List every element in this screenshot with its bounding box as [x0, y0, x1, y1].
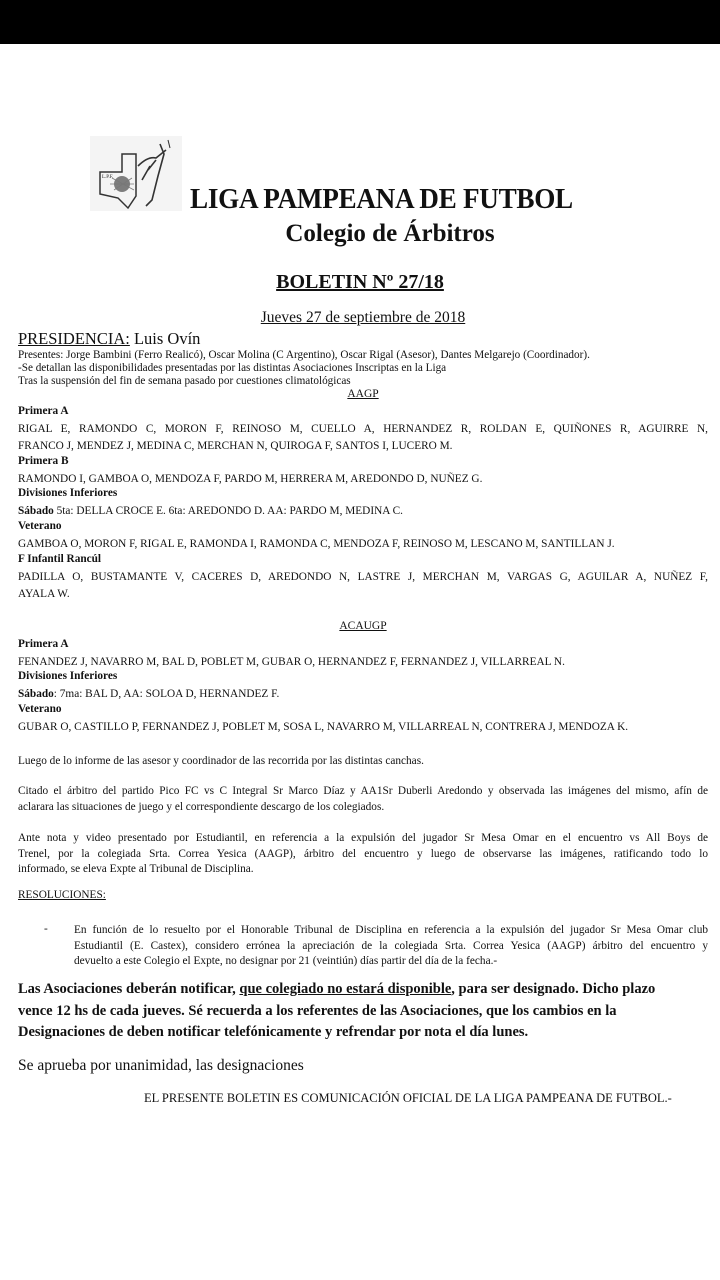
referee-list-line: FRANCO J, MENDEZ J, MEDINA C, MERCHAN N, QUIROGA F, SANTOS I, LUCERO M.: [18, 440, 453, 452]
day-label: Sábado: [18, 505, 54, 517]
college-subtitle: Colegio de Árbitros: [285, 220, 495, 247]
list-bullet: -: [44, 923, 48, 935]
category-label: Primera A: [18, 405, 69, 417]
paragraph-line: Citado el árbitro del partido Pico FC vs C Integral Sr Marco Díaz y AA1Sr Duberli Aredondo y observada las imágenes del mismo, afín de: [18, 785, 708, 797]
notice-paragraph: [18, 979, 708, 1044]
divisions-detail: 5ta: DELLA CROCE E. 6ta: AREDONDO D. AA: PARDO M, MEDINA C.: [56, 505, 403, 517]
resoluciones-heading: RESOLUCIONES:: [18, 889, 106, 901]
category-label: Primera A: [18, 638, 69, 650]
association-title-aagp: AAGP: [347, 388, 379, 400]
referee-list-line: PADILLA O, BUSTAMANTE V, CACERES D, AREDONDO N, LASTRE J, MERCHAN M, VARGAS G, AGUILAR A, NUÑEZ F,: [18, 571, 708, 583]
official-communication: EL PRESENTE BOLETIN ES COMUNICACIÓN OFICIAL DE LA LIGA PAMPEANA DE FUTBOL.-: [144, 1091, 672, 1105]
notice-line: [18, 979, 708, 1001]
referee-list-line: RIGAL E, RAMONDO C, MORON F, REINOSO M, CUELLO A, HERNANDEZ R, ROLDAN E, QUIÑONES R, AGUIRRE N,: [18, 423, 708, 435]
notice-line: Designaciones de deben notificar telefónicamente y refrendar por nota el día lunes.: [18, 1024, 529, 1040]
paragraph-line: Luego de lo informe de las asesor y coordinador de las recorrida por las distintas canchas.: [18, 755, 424, 767]
paragraph-luego: [18, 754, 708, 770]
referee-list-line: AYALA W.: [18, 588, 70, 600]
category-label: Divisiones Inferiores: [18, 487, 118, 499]
category-label: Divisiones Inferiores: [18, 670, 118, 682]
divisions-detail: : 7ma: BAL D, AA: SOLOA D, HERNANDEZ F.: [53, 688, 280, 700]
status-bar: [0, 0, 720, 44]
detalle-line: -Se detallan las disponibilidades presentadas por las distintas Asociaciones Inscriptas en la Liga: [18, 362, 447, 374]
presidencia-label: PRESIDENCIA:: [18, 329, 130, 348]
notice-text: Las Asociaciones deberán notificar,: [18, 981, 240, 997]
league-logo: [90, 136, 182, 211]
paragraph-line: En función de lo resuelto por el Honorable Tribunal de Disciplina en referencia a la expulsión del jugador Sr Mesa Omar club: [74, 924, 708, 936]
paragraph-line: Estudiantil (E. Castex), considero errónea la apreciación de la colegiada Srta. Correa Yesica (AAGP) árbitro del encuentro y: [74, 939, 708, 952]
league-title: LIGA PAMPEANA DE FUTBOL: [190, 184, 573, 215]
paragraph-ante-nota: [18, 831, 708, 878]
referee-list-line: GUBAR O, CASTILLO P, FERNANDEZ J, POBLET M, SOSA L, NAVARRO M, VILLARREAL N, CONTRERA J, MENDOZA K.: [18, 721, 629, 733]
paragraph-line: aclarara las situaciones de juego y el correspondiente descargo de los colegiados.: [18, 800, 385, 813]
day-label: Sábado: [18, 688, 54, 700]
bulletin-number: BOLETIN Nº 27/18: [276, 271, 444, 293]
referee-list-line: [18, 686, 708, 703]
notice-underlined-text: que colegiado no estará disponible: [239, 981, 452, 997]
suspension-line: Tras la suspensión del fin de semana pasado por cuestiones climatológicas: [18, 375, 351, 387]
paragraph-line: Trenel, por la colegiada Srta. Correa Yesica (AAGP), árbitro del encuentro y luego de observarse las imágenes, ratificando todo lo: [18, 847, 708, 860]
referee-list-line: GAMBOA O, MORON F, RIGAL E, RAMONDA I, RAMONDA C, MENDOZA F, REINOSO M, LESCANO M, SANTILLAN J.: [18, 538, 615, 550]
document-page: [0, 44, 720, 1280]
notice-line: vence 12 hs de cada jueves. Sé recuerda a los referentes de las Asociaciones, que los cambios en la: [18, 1002, 617, 1019]
approval-statement: Se aprueba por unanimidad, las designaciones: [18, 1057, 304, 1074]
referee-list-line: [18, 503, 708, 520]
bulletin-date: Jueves 27 de septiembre de 2018: [260, 309, 466, 326]
referee-list-line: RAMONDO I, GAMBOA O, MENDOZA F, PARDO M, HERRERA M, AREDONDO D, NUÑEZ G.: [18, 473, 483, 485]
paragraph-line: Ante nota y video presentado por Estudiantil, en referencia a la expulsión del jugador Sr Mesa Omar en el encuentro vs All Boys de: [18, 832, 708, 844]
presidencia-line: [18, 329, 200, 349]
presidencia-name: Luis Ovín: [133, 329, 201, 348]
logo-text: L.P.F.: [102, 175, 114, 180]
presentes-line: Presentes: Jorge Bambini (Ferro Realicó), Oscar Molina (C Argentino), Oscar Rigal (Asesor), Dantes Melgarejo (Coordinador).: [18, 349, 590, 361]
resolution-item: [74, 923, 708, 970]
category-label: F Infantil Rancúl: [18, 553, 102, 565]
notice-text: , para ser designado. Dicho plazo: [451, 981, 656, 997]
category-label: Primera B: [18, 455, 69, 467]
paragraph-citado: [18, 784, 708, 815]
paragraph-line: informado, se eleva Expte al Tribunal de Disciplina.: [18, 863, 254, 875]
paragraph-line: devuelto a este Colegio el Expte, no designar por 21 (veintiún) días partir del día de la fecha.-: [74, 955, 498, 967]
association-title-acaugp: ACAUGP: [339, 620, 387, 632]
referee-list-line: FENANDEZ J, NAVARRO M, BAL D, POBLET M, GUBAR O, HERNANDEZ F, FERNANDEZ J, VILLARREAL N.: [18, 656, 565, 668]
category-label: Veterano: [18, 703, 62, 715]
category-label: Veterano: [18, 520, 62, 532]
